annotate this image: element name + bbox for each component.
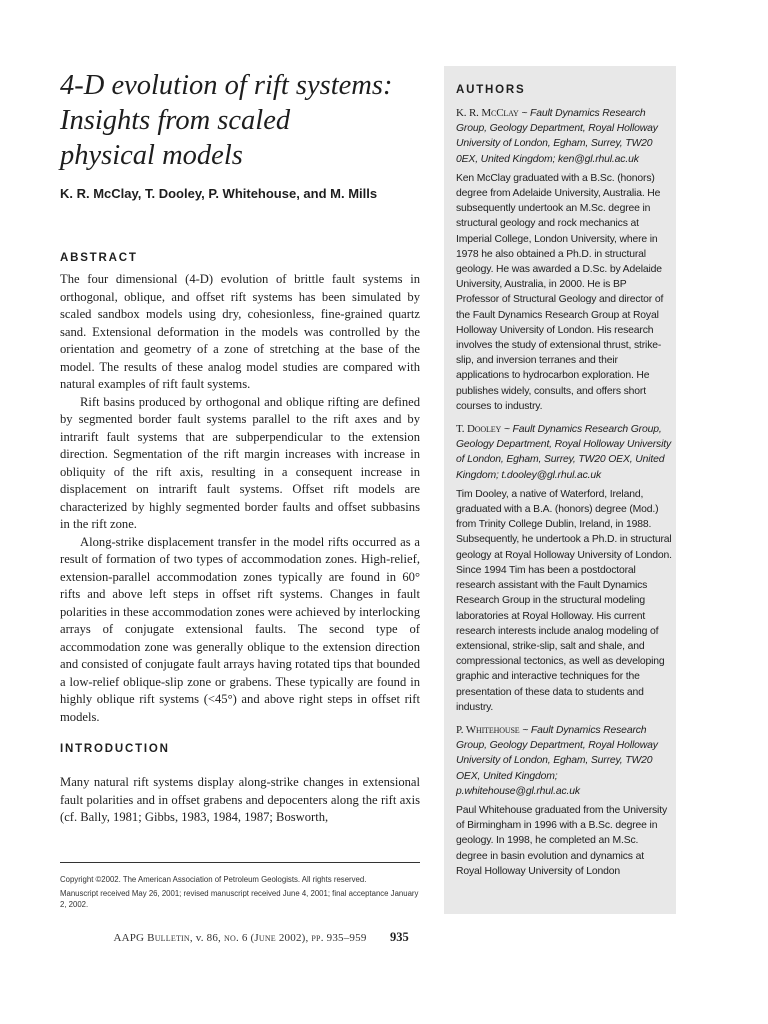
abstract-paragraph: Rift basins produced by orthogonal and oblique rifting are defined by segmented border fault systems parallel to the rift axes and by intrarift fault systems that are subperpendicular to the extension direction. Segmentation of the rift margin increases with increase in obliquity of the rift axis, resulting in a consequent increase in displacement on intrarift fault systems. Offset rift models are characterized by highly segmented border faults and offset subbasins in the rift zone. — [60, 394, 420, 531]
title-line: Insights from scaled — [60, 105, 291, 136]
title-line: physical models — [60, 140, 243, 171]
footnotes — [60, 874, 420, 913]
introduction-heading: INTRODUCTION — [60, 743, 170, 755]
author-bio: Paul Whitehouse graduated from the University of Birmingham in 1996 with a B.Sc. degree in geology. In 1998, he completed an M.Sc. degree in basin evolution and dynamics at Royal Holloway University of London — [456, 804, 667, 877]
page-title — [60, 68, 420, 173]
authors-sidebar-body — [456, 106, 672, 887]
author-entry — [456, 723, 672, 879]
abstract-paragraph: Along-strike displacement transfer in the model rifts occurred as a result of formation of two types of accommodation zones. High-relief, extension-parallel accommodation zones typically are found in 60° rifts and above left steps in offset rift systems. Changes in fault polarities in these accommodation zones were achieved by interlocking arrays of conjugate extensional faults. The second type of accommodation zone was generally oblique to the extension direction and consisted of conjugate fault arrays having rotated tips that bounded a low-relief oblique-slip zone or grabens. These typically are found in highly oblique rift systems (<45°) and above right steps in offset rift models. — [60, 534, 420, 724]
introduction-paragraph: Many natural rift systems display along-strike changes in extensional fault polarities and in offset grabens and depocenters along the rift axis (cf. Bally, 1981; Gibbs, 1983, 1984, 1987; Bosworth, — [60, 775, 420, 824]
authors-heading: AUTHORS — [456, 84, 526, 96]
author-name: K. R. McClay — [456, 107, 519, 119]
author-affiliation: P. Whitehouse ~ Fault Dynamics Research Group, Geology Department, Royal Holloway University of London, Egham, Surrey, TW20 OEX, United Kingdom; p.whitehouse@gl.rhul.ac.uk — [456, 723, 658, 797]
author-bio: Tim Dooley, a native of Waterford, Ireland, graduated with a B.A. (honors) degree (Mod.) from Trinity College Dublin, Ireland, in 1988. Subsequently, he undertook a Ph.D. in structural geology at Royal Holloway University of London. Since 1994 Tim has been a postdoctoral research assistant with the Fault Dynamics Research Group in the structural modeling laboratories at Royal Holloway. His current research interests include analog modeling of extensional, strike-slip, salt and shale, and compressional tectonics, as well as developing graphic and interactive techniques for the presentation of these data to students and industry. — [456, 488, 672, 713]
abstract-heading: ABSTRACT — [60, 252, 138, 264]
author-name: P. Whitehouse — [456, 723, 520, 736]
abstract-body — [60, 271, 420, 726]
abstract-paragraph: The four dimensional (4-D) evolution of brittle fault systems in orthogonal, oblique, and offset rift systems has been simulated by scaled sandbox models using dry, cohesionless, fine-grained quartz sand. Extensional deformation in the models was controlled by the orientation and geometry of a zone of stretching at the base of the model. The results of these analog model studies are compared with natural examples of rift fault systems. — [60, 272, 420, 391]
manuscript-note: Manuscript received May 26, 2001; revised manuscript received June 4, 2001; final acceptance January 2, 2002. — [60, 888, 419, 909]
author-affiliation: K. R. McClay ~ Fault Dynamics Research Group, Geology Department, Royal Holloway University of London, Egham, Surrey, TW20 0EX, United Kingdom; ken@gl.rhul.ac.uk — [456, 107, 658, 165]
author-name: T. Dooley — [456, 423, 502, 436]
introduction-body — [60, 774, 420, 827]
author-bio: Ken McClay graduated with a B.Sc. (honors) degree from Adelaide University, Australia. He subsequently undertook an M.Sc. degree in structural geology and rock mechanics at Imperial College, London University, where in 1978 he also obtained a Ph.D. in structural geology. He was awarded a D.Sc. by Adelaide University, Australia, in 2000. He is BP Professor of Structural Geology and director of the Fault Dynamics Research Group at Royal Holloway University of London. His research involves the study of extensional thrust, strike-slip, and inversion terranes and their applications to hydrocarbon exploration. He publishes widely, consults, and offers short courses to industry. — [456, 172, 664, 412]
author-entry — [456, 106, 672, 414]
author-entry — [456, 422, 672, 715]
page-number: 935 — [390, 930, 409, 944]
author-list: K. R. McClay, T. Dooley, P. Whitehouse, and M. Mills — [60, 186, 378, 201]
copyright-note: Copyright ©2002. The American Association of Petroleum Geologists. All rights reserved. — [60, 875, 367, 884]
author-affiliation: T. Dooley ~ Fault Dynamics Research Group, Geology Department, Royal Holloway University of London, Egham, Surrey, TW20 OEX, United Kingdom; t.dooley@gl.rhul.ac.uk — [456, 423, 672, 481]
footnote-divider — [60, 862, 420, 863]
journal-citation: AAPG Bulletin, v. 86, no. 6 (June 2002), pp. 935–959 — [113, 932, 367, 944]
title-line: 4-D evolution of rift systems: — [60, 70, 393, 101]
